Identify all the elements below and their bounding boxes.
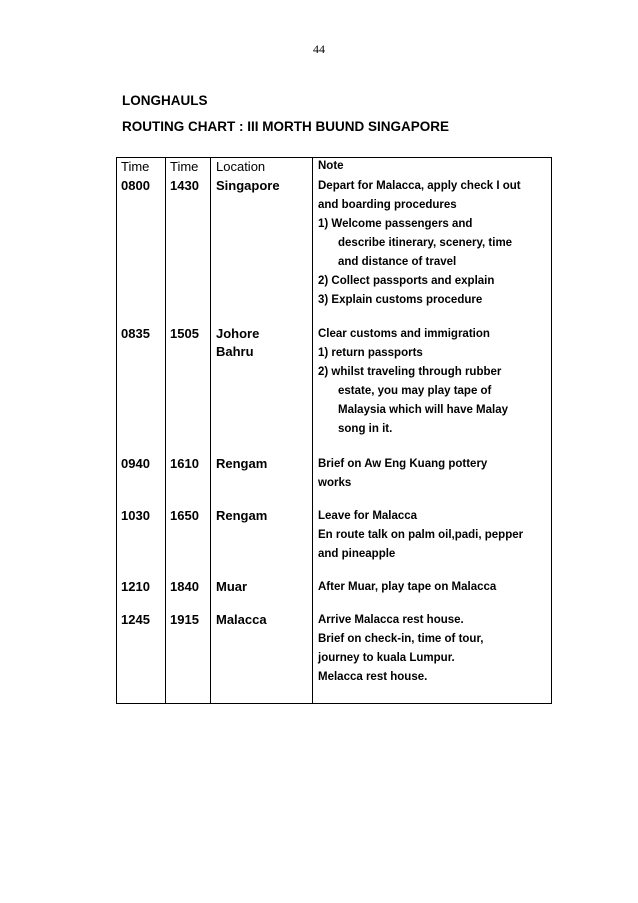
note-line: 1) return passports <box>318 347 423 359</box>
note-line: 1) Welcome passengers and <box>318 218 473 230</box>
note-line: works <box>318 477 352 489</box>
location-cell <box>216 325 306 361</box>
note-line: describe itinerary, scenery, time <box>338 237 513 249</box>
table-header-row <box>117 158 551 176</box>
location-cell <box>216 611 306 629</box>
location-line: Bahru <box>216 344 254 359</box>
location-line: Rengam <box>216 456 268 471</box>
note-line: and pineapple <box>318 548 396 560</box>
note-line: 3) Explain customs procedure <box>318 294 483 306</box>
arrival-time-cell: 1505 <box>170 326 199 341</box>
location-cell <box>216 177 306 195</box>
location-line: Malacca <box>216 612 267 627</box>
column-divider <box>165 158 166 703</box>
note-line: and boarding procedures <box>318 199 457 211</box>
note-line: Clear customs and immigration <box>318 328 490 340</box>
location-line: Singapore <box>216 178 280 193</box>
note-line: Melacca rest house. <box>318 671 428 683</box>
location-line: Muar <box>216 579 248 594</box>
departure-time-cell: 1245 <box>121 612 150 627</box>
note-line: song in it. <box>338 423 393 435</box>
page-number: 44 <box>313 42 325 56</box>
note-line: Depart for Malacca, apply check I out <box>318 180 521 192</box>
location-cell <box>216 578 306 596</box>
document-title: LONGHAULS <box>122 93 208 108</box>
departure-time-cell: 1210 <box>121 579 150 594</box>
column-divider <box>210 158 211 703</box>
column-divider <box>312 158 313 703</box>
note-cell <box>318 507 550 564</box>
note-line: Arrive Malacca rest house. <box>318 614 464 626</box>
document-subtitle: ROUTING CHART : III MORTH BUUND SINGAPORE <box>122 119 449 134</box>
note-line: Malaysia which will have Malay <box>338 404 509 416</box>
departure-time-cell: 1030 <box>121 508 150 523</box>
location-line: Johore <box>216 326 260 341</box>
departure-time-cell: 0940 <box>121 456 150 471</box>
departure-time-cell: 0800 <box>121 178 150 193</box>
note-line: 2) Collect passports and explain <box>318 275 495 287</box>
routing-table <box>116 157 552 704</box>
note-line: After Muar, play tape on Malacca <box>318 581 497 593</box>
note-cell <box>318 177 550 310</box>
note-line: Leave for Malacca <box>318 510 418 522</box>
header-time-2: Time <box>170 159 199 174</box>
note-cell <box>318 455 550 493</box>
arrival-time-cell: 1430 <box>170 178 199 193</box>
departure-time-cell: 0835 <box>121 326 150 341</box>
note-line: Brief on Aw Eng Kuang pottery <box>318 458 488 470</box>
header-time-1: Time <box>121 159 150 174</box>
note-cell <box>318 611 550 687</box>
note-line: Brief on check-in, time of tour, <box>318 633 484 645</box>
note-line: and distance of travel <box>338 256 457 268</box>
arrival-time-cell: 1610 <box>170 456 199 471</box>
note-line: En route talk on palm oil,padi, pepper <box>318 529 524 541</box>
note-cell <box>318 325 550 439</box>
header-note: Note <box>318 160 344 172</box>
header-location: Location <box>216 159 266 174</box>
note-line: 2) whilst traveling through rubber <box>318 366 502 378</box>
arrival-time-cell: 1840 <box>170 579 199 594</box>
location-cell <box>216 455 306 473</box>
arrival-time-cell: 1650 <box>170 508 199 523</box>
note-line: estate, you may play tape of <box>338 385 492 397</box>
location-line: Rengam <box>216 508 268 523</box>
arrival-time-cell: 1915 <box>170 612 199 627</box>
note-cell <box>318 578 550 597</box>
location-cell <box>216 507 306 525</box>
note-line: journey to kuala Lumpur. <box>318 652 455 664</box>
